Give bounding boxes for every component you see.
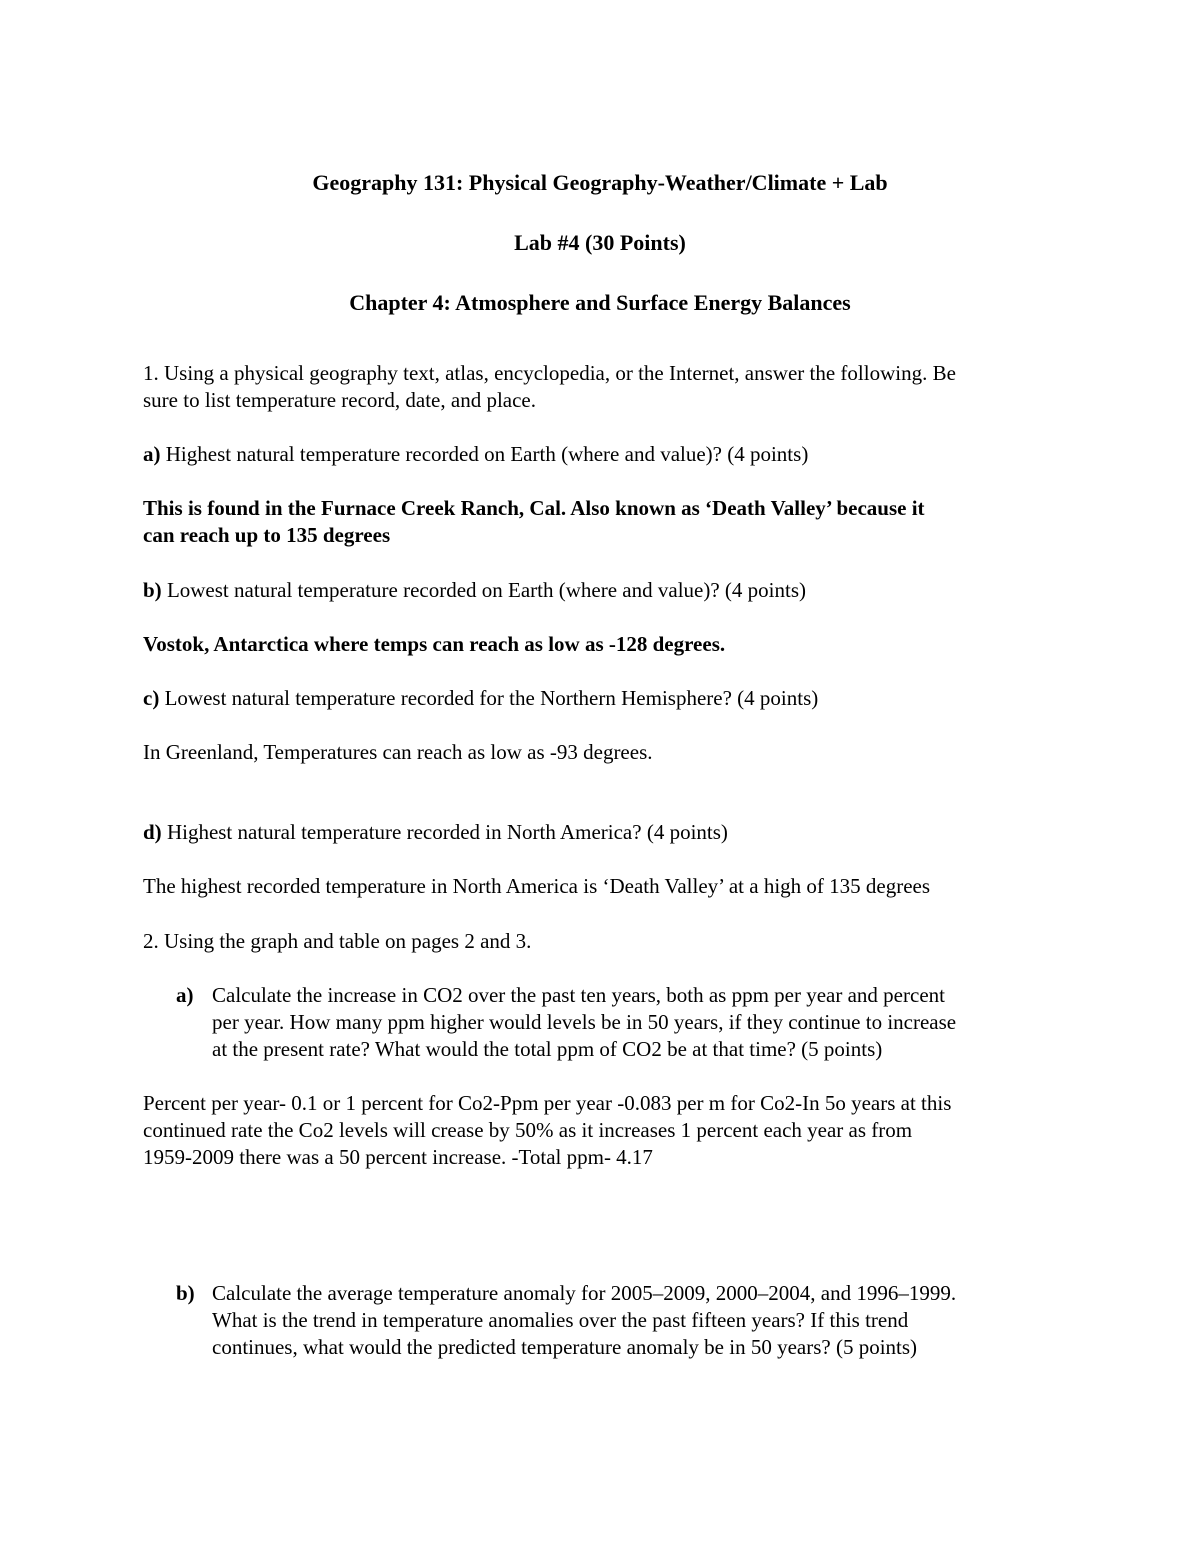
question-2a-line: Calculate the increase in CO2 over the past ten years, both as ppm per year and percent <box>212 983 945 1007</box>
answer-1a-line: can reach up to 135 degrees <box>143 523 391 547</box>
answer-1c: In Greenland, Temperatures can reach as low as -93 degrees. <box>143 740 653 764</box>
question-2b-label: b) <box>176 1281 195 1305</box>
question-1b-label: b) <box>143 578 162 602</box>
question-1a-text: Highest natural temperature recorded on Earth (where and value)? (4 points) <box>160 442 809 466</box>
question-1c-label: c) <box>143 686 160 710</box>
question-1d-text: Highest natural temperature recorded in North America? (4 points) <box>161 820 728 844</box>
chapter-title: Chapter 4: Atmosphere and Surface Energy Balances <box>349 290 851 315</box>
question-1b-text: Lowest natural temperature recorded on Earth (where and value)? (4 points) <box>161 578 806 602</box>
answer-1a-line: This is found in the Furnace Creek Ranch, Cal. Also known as ‘Death Valley’ because it <box>143 496 925 520</box>
question-2-prompt: 2. Using the graph and table on pages 2 and 3. <box>143 929 532 953</box>
answer-2a-line: Percent per year- 0.1 or 1 percent for Co2-Ppm per year -0.083 per m for Co2-In 5o years at this <box>143 1091 952 1115</box>
question-2b-line: continues, what would the predicted temperature anomaly be in 50 years? (5 points) <box>212 1335 918 1359</box>
answer-2a-line: 1959-2009 there was a 50 percent increase. -Total ppm- 4.17 <box>143 1145 653 1169</box>
question-1c <box>143 685 818 712</box>
question-1c-text: Lowest natural temperature recorded for the Northern Hemisphere? (4 points) <box>159 686 819 710</box>
answer-2a-line: continued rate the Co2 levels will crease by 50% as it increases 1 percent each year as from <box>143 1118 913 1142</box>
question-1-prompt-line: sure to list temperature record, date, and place. <box>143 388 536 412</box>
answer-1d: The highest recorded temperature in North America is ‘Death Valley’ at a high of 135 degrees <box>143 874 931 898</box>
course-title: Geography 131: Physical Geography-Weather/Climate + Lab <box>312 170 888 195</box>
question-1a <box>143 441 808 468</box>
question-2a-text <box>212 982 956 1063</box>
question-1d-label: d) <box>143 820 162 844</box>
question-1d <box>143 819 728 846</box>
question-2b-line: Calculate the average temperature anomaly for 2005–2009, 2000–2004, and 1996–1999. <box>212 1281 957 1305</box>
question-2b-text <box>212 1280 956 1361</box>
question-2b-line: What is the trend in temperature anomalies over the past fifteen years? If this trend <box>212 1308 909 1332</box>
question-1-prompt <box>143 360 956 414</box>
lab-title: Lab #4 (30 Points) <box>514 230 686 255</box>
question-2a-line: per year. How many ppm higher would levels be in 50 years, if they continue to increase <box>212 1010 957 1034</box>
question-1b <box>143 577 806 604</box>
question-1-prompt-line: 1. Using a physical geography text, atlas, encyclopedia, or the Internet, answer the following. Be <box>143 361 956 385</box>
question-2a-label: a) <box>176 983 194 1007</box>
answer-1b: Vostok, Antarctica where temps can reach as low as -128 degrees. <box>143 632 726 656</box>
answer-2a <box>143 1090 951 1171</box>
question-1a-label: a) <box>143 442 161 466</box>
question-2a-line: at the present rate? What would the total ppm of CO2 be at that time? (5 points) <box>212 1037 883 1061</box>
answer-1a <box>143 495 925 549</box>
